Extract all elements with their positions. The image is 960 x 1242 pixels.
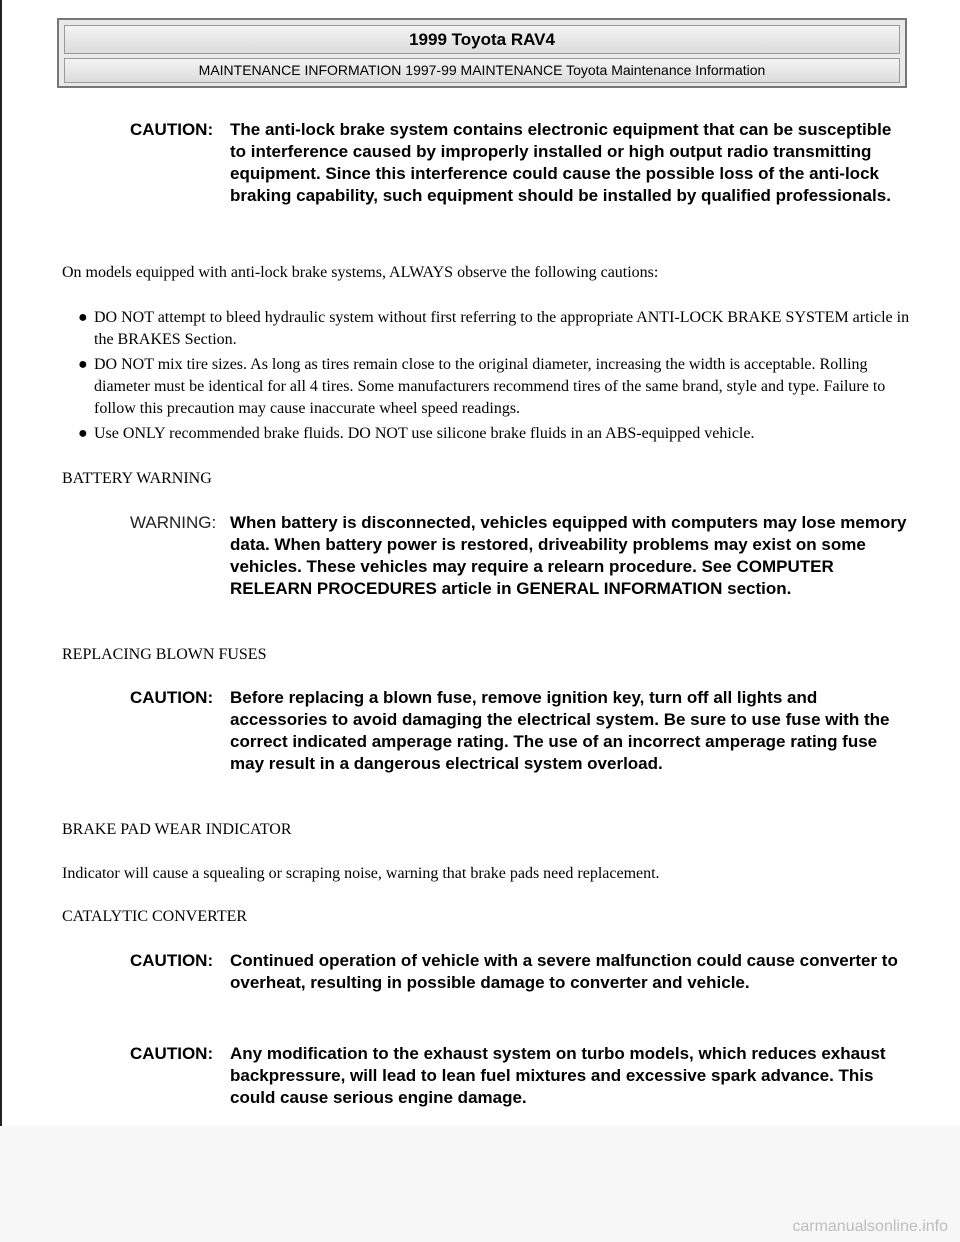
abs-intro-paragraph: On models equipped with anti-lock brake systems, ALWAYS observe the following cautions:	[62, 264, 659, 281]
warning-label: WARNING:	[130, 513, 217, 532]
bullet-icon: ●	[78, 425, 88, 442]
list-item	[78, 423, 913, 445]
caution-label: CAUTION:	[130, 120, 214, 139]
list-item-text: DO NOT mix tire sizes. As long as tires remain close to the original diameter, increasing the width is acceptable. Rolling diameter must be identical for all 4 tires. Some manufacturers recommend tires of the same brand, style and type. Failure to follow this precaution may cause inaccurate wheel speed readings.	[94, 356, 886, 417]
left-border	[0, 0, 2, 1242]
caution-text: Any modification to the exhaust system on turbo models, which reduces exhaust backpressure, will lead to lean fuel mixtures and excessive spark advance. This could cause serious engine damage.	[230, 1044, 886, 1107]
fuse-caution-note	[130, 687, 910, 775]
warning-text: When battery is disconnected, vehicles equipped with computers may lose memory data. When battery power is restored, driveability problems may exist on some vehicles. These vehicles may require a relearn procedure. See COMPUTER RELEARN PROCEDURES article in GENERAL INFORMATION section.	[230, 513, 907, 598]
brake-pad-paragraph: Indicator will cause a squealing or scraping noise, warning that brake pads need replacement.	[62, 865, 660, 882]
list-item-text: Use ONLY recommended brake fluids. DO NOT use silicone brake fluids in an ABS-equipped vehicle.	[94, 425, 755, 442]
caution-label: CAUTION:	[130, 688, 214, 707]
page-header	[57, 18, 907, 88]
bullet-icon: ●	[78, 309, 88, 326]
heading-catalytic-converter: CATALYTIC CONVERTER	[62, 908, 248, 925]
header-subtitle: MAINTENANCE INFORMATION 1997-99 MAINTENANCE Toyota Maintenance Information	[64, 58, 900, 83]
list-item-text: DO NOT attempt to bleed hydraulic system without first referring to the appropriate ANTI-LOCK BRAKE SYSTEM article in the BRAKES Section.	[94, 309, 910, 348]
heading-brake-pad-wear: BRAKE PAD WEAR INDICATOR	[62, 821, 292, 838]
battery-warning-note	[130, 512, 910, 600]
caution-text: The anti-lock brake system contains electronic equipment that can be susceptible to interference caused by improperly installed or high output radio transmitting equipment. Since this interference could cause the possible loss of the anti-lock braking capability, such equipment should be installed by qualified professionals.	[230, 120, 892, 205]
abs-caution-note	[130, 119, 910, 207]
bullet-icon: ●	[78, 356, 88, 373]
converter-caution-note-2	[130, 1043, 910, 1109]
converter-caution-note-1	[130, 950, 910, 994]
page-footer	[0, 1126, 960, 1242]
caution-label: CAUTION:	[130, 1044, 214, 1063]
watermark: carmanualsonline.info	[792, 1218, 948, 1235]
heading-battery-warning: BATTERY WARNING	[62, 470, 212, 487]
caution-text: Before replacing a blown fuse, remove ignition key, turn off all lights and accessories to avoid damaging the electrical system. Be sure to use fuse with the correct indicated amperage rating. The use of an incorrect amperage rating fuse may result in a dangerous electrical system overload.	[230, 688, 890, 773]
list-item	[78, 307, 913, 351]
heading-replacing-fuses: REPLACING BLOWN FUSES	[62, 646, 267, 663]
caution-text: Continued operation of vehicle with a severe malfunction could cause converter to overheat, resulting in possible damage to converter and vehicle.	[230, 951, 898, 992]
caution-label: CAUTION:	[130, 951, 214, 970]
header-title: 1999 Toyota RAV4	[64, 25, 900, 54]
list-item	[78, 354, 913, 420]
